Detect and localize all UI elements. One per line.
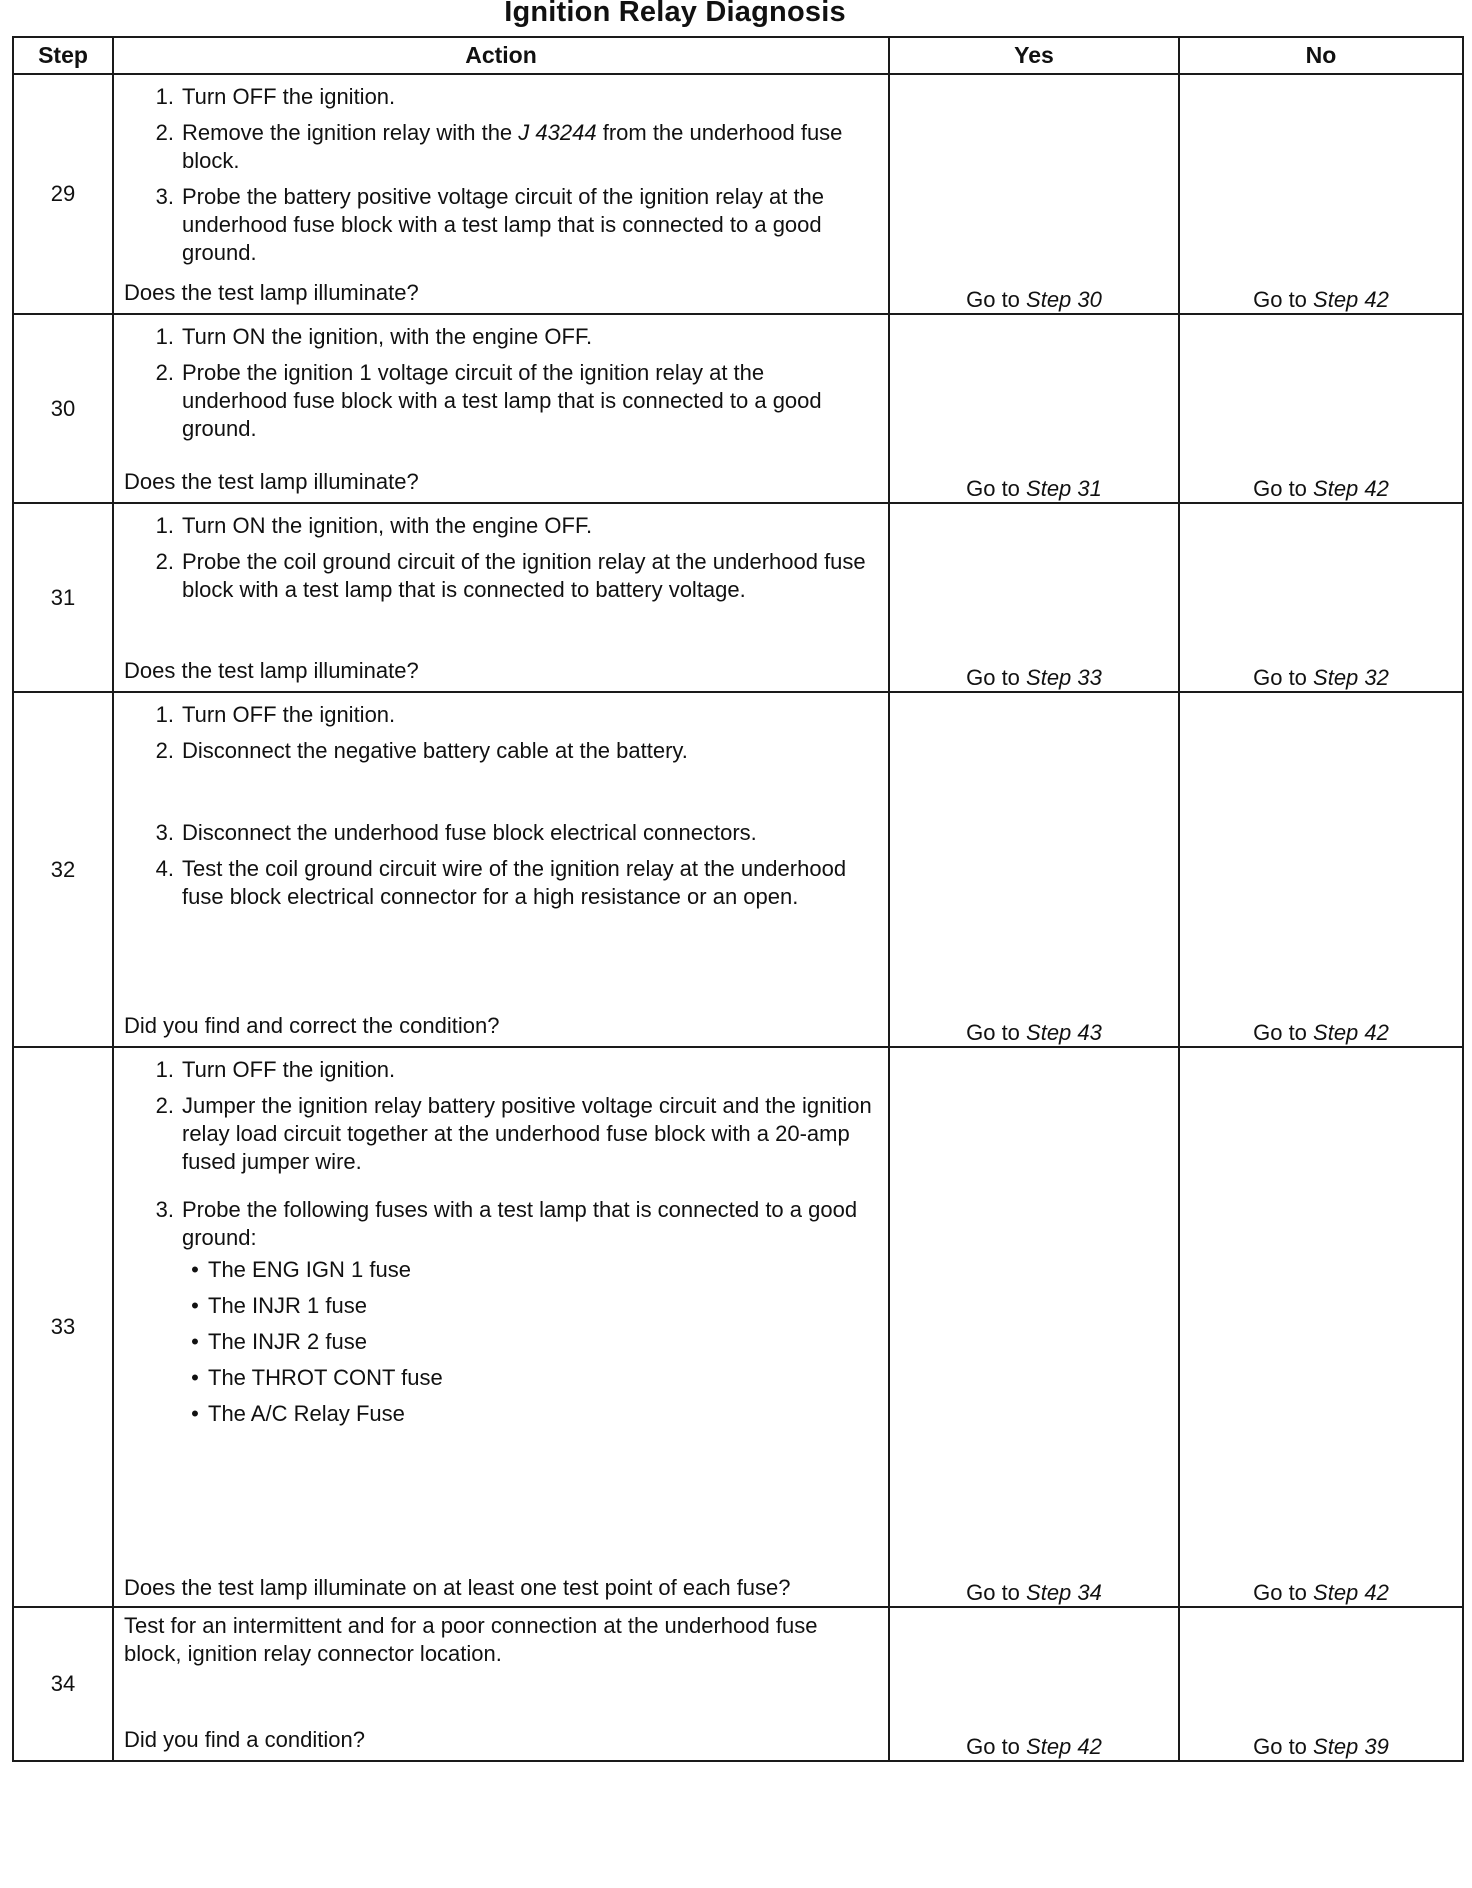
no-cell: Go to Step 42: [1179, 1047, 1463, 1607]
no-step-link: Step 42: [1313, 1580, 1389, 1605]
action-cell: [113, 314, 889, 503]
yes-step-link: Step 30: [1026, 287, 1102, 312]
yes-step-link: Step 33: [1026, 665, 1102, 690]
table-row: [13, 74, 1463, 314]
step-number: 29: [13, 74, 113, 314]
step-number: 34: [13, 1607, 113, 1761]
action-cell: [113, 692, 889, 1047]
question: Does the test lamp illuminate?: [124, 658, 419, 683]
question: Does the test lamp illuminate?: [124, 280, 419, 305]
instruction-list: [114, 75, 888, 275]
no-step-link: Step 42: [1313, 287, 1389, 312]
yes-cell: Go to Step 31: [889, 314, 1179, 503]
tool-reference: J 43244: [518, 120, 597, 145]
no-step-link: Step 32: [1313, 665, 1389, 690]
question: Does the test lamp illuminate?: [124, 469, 419, 494]
fuse-list: [182, 1256, 874, 1428]
table-row: [13, 692, 1463, 1047]
fuse-item: • The INJR 2 fuse: [191, 1329, 367, 1354]
instruction-item: 1. Turn ON the ignition, with the engine OFF.: [155, 324, 593, 349]
yes-step-link: Step 31: [1026, 476, 1102, 501]
instruction-item: 1. Turn OFF the ignition.: [155, 1057, 396, 1082]
yes-cell: Go to Step 33: [889, 503, 1179, 692]
no-step-link: Step 42: [1313, 1020, 1389, 1045]
instruction-item: 1. Turn OFF the ignition.: [155, 702, 396, 727]
fuse-item: • The THROT CONT fuse: [191, 1365, 443, 1390]
table-row: [13, 503, 1463, 692]
instruction-item: 2. Jumper the ignition relay battery positive voltage circuit and the ignition relay load circuit together at the underhood fuse block with a 20-amp fused jumper wire.: [155, 1093, 872, 1174]
yes-cell: Go to Step 34: [889, 1047, 1179, 1607]
header-yes: Yes: [889, 37, 1179, 74]
instruction-list: [114, 693, 888, 919]
header-step: Step: [13, 37, 113, 74]
instruction-item: 4. Test the coil ground circuit wire of the ignition relay at the underhood fuse block electrical connector for a high resistance or an open.: [155, 856, 847, 909]
no-cell: Go to Step 39: [1179, 1607, 1463, 1761]
table-row: [13, 1047, 1463, 1607]
step-number: 31: [13, 503, 113, 692]
table-row: [13, 314, 1463, 503]
instruction-item: 2. Probe the coil ground circuit of the ignition relay at the underhood fuse block with a test lamp that is connected to battery voltage.: [155, 549, 866, 602]
no-cell: Go to Step 42: [1179, 692, 1463, 1047]
question: Did you find a condition?: [124, 1727, 365, 1752]
fuse-item: • The INJR 1 fuse: [191, 1293, 367, 1318]
instruction-list: [114, 504, 888, 612]
yes-step-link: Step 34: [1026, 1580, 1102, 1605]
fuse-item: • The ENG IGN 1 fuse: [191, 1257, 411, 1282]
question: Does the test lamp illuminate on at least one test point of each fuse?: [124, 1575, 791, 1600]
yes-step-link: Step 43: [1026, 1020, 1102, 1045]
header-no: No: [1179, 37, 1463, 74]
instruction-item: 3. Disconnect the underhood fuse block electrical connectors.: [155, 820, 757, 845]
instruction-list: [114, 1048, 888, 1444]
action-cell: [113, 1047, 889, 1607]
action-cell: [113, 503, 889, 692]
yes-cell: Go to Step 43: [889, 692, 1179, 1047]
diagnosis-table: [12, 36, 1464, 1762]
page-title: Ignition Relay Diagnosis: [504, 0, 846, 28]
instruction-item: 2. Disconnect the negative battery cable at the battery.: [155, 738, 688, 763]
instruction-item: 2. Probe the ignition 1 voltage circuit of the ignition relay at the underhood fuse block with a test lamp that is connected to a good ground.: [155, 360, 822, 441]
action-cell: [113, 1607, 889, 1761]
instruction-text: Test for an intermittent and for a poor connection at the underhood fuse block, ignition relay connector location.: [124, 1613, 818, 1666]
fuse-item: • The A/C Relay Fuse: [191, 1401, 405, 1426]
action-cell: [113, 74, 889, 314]
instruction-item: 3. Probe the following fuses with a test lamp that is connected to a good ground: • The ENG IGN 1 fuse • The INJR 1 fuse • The INJR 2 fuse • The THROT CONT fuse • The A/C Relay Fuse: [124, 1196, 874, 1436]
header-action: Action: [113, 37, 889, 74]
table-row: [13, 1607, 1463, 1761]
instruction-item: 3. Probe the battery positive voltage circuit of the ignition relay at the underhood fuse block with a test lamp that is connected to a good ground.: [155, 184, 825, 265]
yes-cell: Go to Step 30: [889, 74, 1179, 314]
step-number: 32: [13, 692, 113, 1047]
yes-cell: Go to Step 42: [889, 1607, 1179, 1761]
header-row: [13, 37, 1463, 74]
no-step-link: Step 42: [1313, 476, 1389, 501]
instruction-item: 1. Turn ON the ignition, with the engine OFF.: [155, 513, 593, 538]
instruction-list: [114, 315, 888, 451]
no-cell: Go to Step 32: [1179, 503, 1463, 692]
instruction-item: 1. Turn OFF the ignition.: [155, 84, 396, 109]
instruction-item: 2. Remove the ignition relay with the J 43244 from the underhood fuse block.: [155, 120, 843, 173]
no-cell: Go to Step 42: [1179, 74, 1463, 314]
yes-step-link: Step 42: [1026, 1734, 1102, 1759]
step-number: 30: [13, 314, 113, 503]
step-number: 33: [13, 1047, 113, 1607]
no-cell: Go to Step 42: [1179, 314, 1463, 503]
no-step-link: Step 39: [1313, 1734, 1389, 1759]
question: Did you find and correct the condition?: [124, 1013, 500, 1038]
